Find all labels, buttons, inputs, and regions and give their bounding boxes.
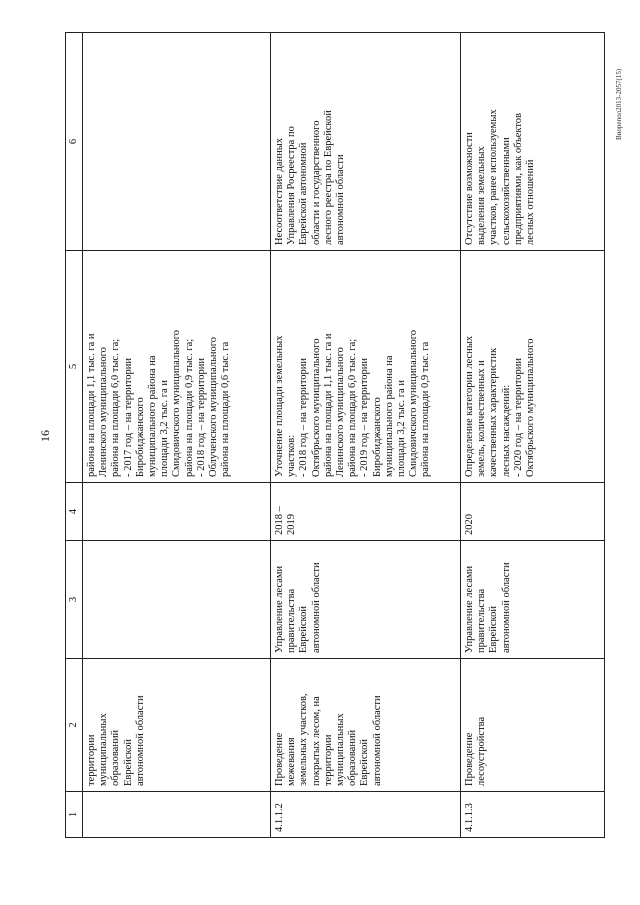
rotated-table-container <box>65 33 605 838</box>
cell-line: - 2019 год – на территории <box>359 357 371 477</box>
cell-line: качественных характеристик <box>488 347 500 477</box>
cell-line: участков: <box>286 434 298 477</box>
cell-line: Определение категории лесных <box>464 335 475 477</box>
cell-line: Отсутствие возможности <box>464 132 475 245</box>
cell-line: Смидовичского муниципального <box>408 329 420 477</box>
cell-line: сельскохозяйственными <box>500 137 512 245</box>
result-cell <box>83 251 271 483</box>
executor-cell <box>461 541 605 659</box>
cell-line: участков, ранее используемых <box>488 109 500 245</box>
event-cell <box>271 659 461 792</box>
result-cell <box>271 251 461 483</box>
cell-line: Еврейской <box>359 739 371 786</box>
cell-line: района на площади 0,9 тыс. га <box>420 341 432 477</box>
consequence-cell <box>271 33 461 251</box>
cell-line: муниципального района на <box>383 355 395 477</box>
cell-line: площади 3,2 тыс. га и <box>159 380 171 477</box>
cell-line: Несоответствие данных <box>274 137 285 245</box>
cell-line: Проведение <box>274 732 285 786</box>
period-cell: 2018 – 2019 <box>271 483 461 541</box>
measures-table <box>65 32 605 838</box>
column-header: 3 <box>66 541 83 659</box>
table-row <box>461 33 605 838</box>
cell-line: автономной области <box>500 562 512 653</box>
event-cell <box>83 659 271 792</box>
page-number: 16 <box>38 430 52 442</box>
row-number: 4.1.1.3 <box>461 792 605 838</box>
column-header: 2 <box>66 659 83 792</box>
cell-line: Биробиджанского <box>371 397 383 477</box>
column-header: 5 <box>66 251 83 483</box>
cell-line: покрытых лесом, на <box>310 696 322 786</box>
column-header: 4 <box>66 483 83 541</box>
row-number <box>83 792 271 838</box>
cell-line: Биробиджанского <box>134 397 146 477</box>
cell-line: территории <box>322 734 334 786</box>
cell-line: территории <box>86 734 97 786</box>
cell-line: автономной области <box>310 562 322 653</box>
cell-line: Управление лесами <box>274 565 285 653</box>
cell-line: - 2020 год – на территории <box>512 357 524 477</box>
cell-line: автономной области <box>134 695 146 786</box>
cell-line: района на площади 0,9 тыс. га; <box>183 338 195 477</box>
cell-line: автономной области <box>371 695 383 786</box>
footer-code: Виорепол2013-2057(15) <box>615 68 623 140</box>
cell-line: Ленинского муниципального <box>335 347 347 477</box>
cell-line: Смидовичского муниципального <box>171 329 183 477</box>
cell-line: муниципального района на <box>147 355 159 477</box>
cell-line: Проведение <box>464 732 475 786</box>
cell-line: - 2017 год – на территории <box>122 357 134 477</box>
cell-line: Еврейской <box>488 606 500 653</box>
cell-line: Октябрьского муниципального <box>525 338 537 477</box>
cell-line: - 2018 год – на территории <box>298 357 310 477</box>
cell-line: района на площади 6,0 тыс. га; <box>110 338 122 477</box>
cell-line: Октябрьского муниципального <box>310 338 322 477</box>
cell-line: Управления Росреестра по <box>286 126 298 245</box>
cell-line: района на площади 0,6 тыс. га <box>220 341 232 477</box>
consequence-cell <box>461 33 605 251</box>
cell-line: района на площади 6,0 тыс. га; <box>347 338 359 477</box>
cell-line: предприятиями, как объектов <box>512 113 524 245</box>
table-row <box>271 33 461 838</box>
cell-line: лесных насаждений: <box>500 384 512 477</box>
cell-line: района на площади 1,1 тыс. га и <box>86 333 97 477</box>
cell-line: лесных отношений <box>525 159 537 245</box>
event-cell <box>461 659 605 792</box>
consequence-cell <box>83 33 271 251</box>
period-cell: 2020 <box>461 483 605 541</box>
column-header: 1 <box>66 792 83 838</box>
table-row <box>83 33 271 838</box>
row-number: 4.1.1.2 <box>271 792 461 838</box>
executor-cell <box>83 541 271 659</box>
cell-line: муниципальных <box>335 713 347 786</box>
cell-line: Еврейской автономной <box>298 142 310 245</box>
cell-line: муниципальных <box>98 713 110 786</box>
cell-line: правительства <box>286 588 298 653</box>
cell-line: правительства <box>476 588 488 653</box>
cell-line: образований <box>110 729 122 786</box>
result-cell <box>461 251 605 483</box>
cell-line: Ленинского муниципального <box>98 347 110 477</box>
cell-line: выделения земельных <box>476 146 488 245</box>
cell-line: Управление лесами <box>464 565 475 653</box>
cell-line: Уточнение площади земельных <box>274 335 285 477</box>
cell-line: Еврейской <box>122 739 134 786</box>
cell-line: Еврейской <box>298 606 310 653</box>
cell-line: - 2018 год – на территории <box>195 357 207 477</box>
period-cell <box>83 483 271 541</box>
cell-line: площади 3,2 тыс. га и <box>396 380 408 477</box>
cell-line: лесного реестра по Еврейской <box>322 110 334 245</box>
header-row <box>66 33 83 838</box>
cell-line: Облученского муниципального <box>208 336 220 477</box>
cell-line: лесоустройства <box>476 716 488 786</box>
cell-line: автономной области <box>335 154 347 245</box>
cell-line: образований <box>347 729 359 786</box>
cell-line: земель, количественных и <box>476 360 488 477</box>
executor-cell <box>271 541 461 659</box>
cell-line: межевания <box>286 737 298 786</box>
cell-line: области и государственного <box>310 120 322 245</box>
column-header: 6 <box>66 33 83 251</box>
cell-line: земельных участков, <box>298 693 310 786</box>
cell-line: района на площади 1,1 тыс. га и <box>322 333 334 477</box>
